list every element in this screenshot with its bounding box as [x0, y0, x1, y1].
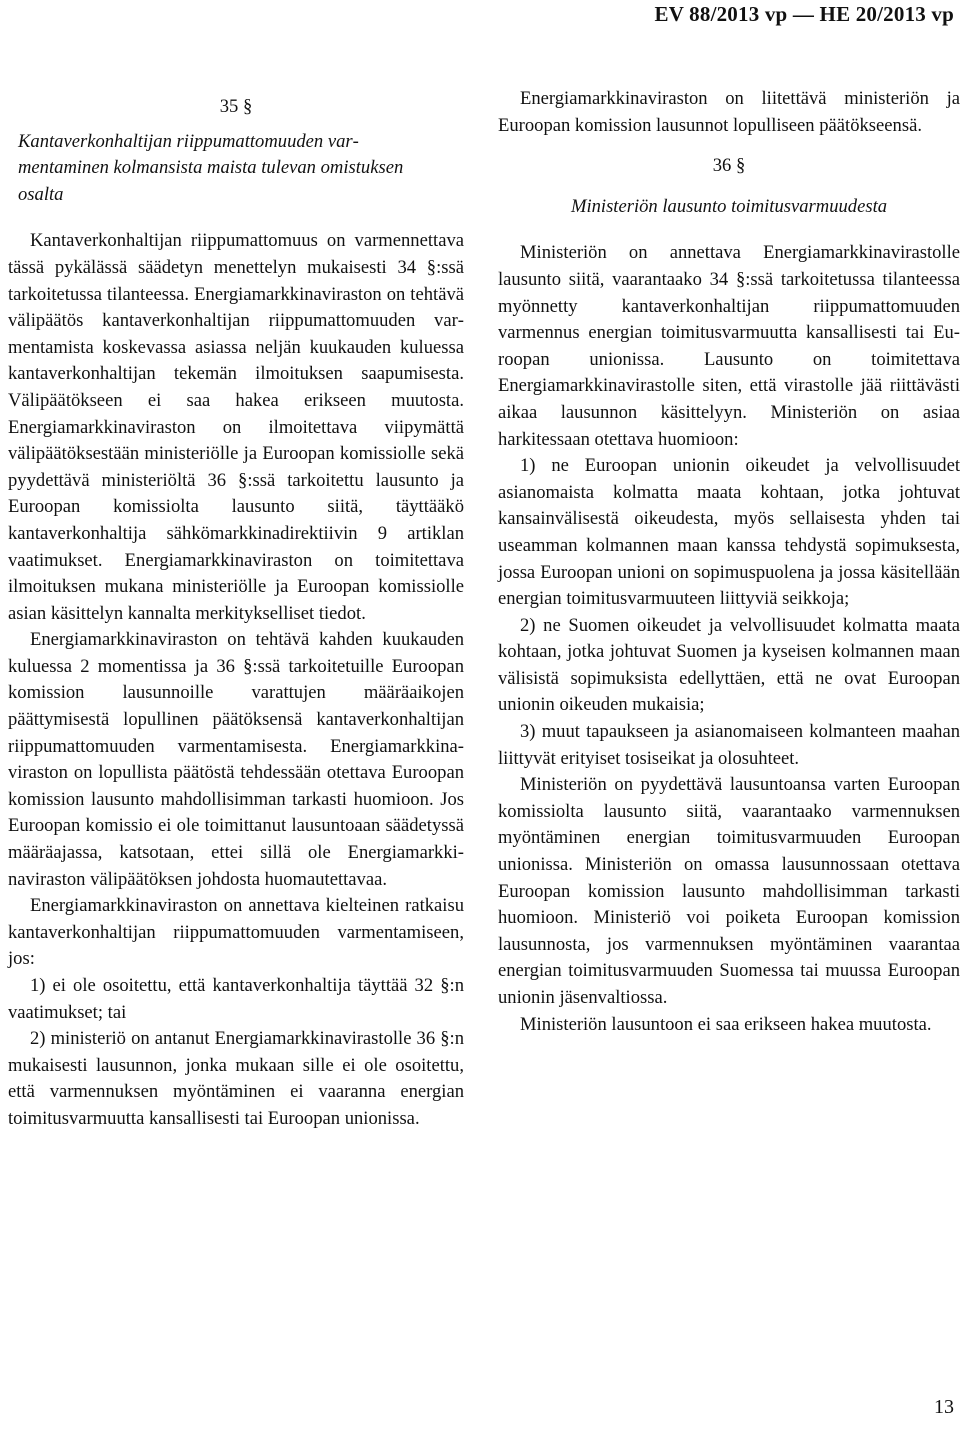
paragraph: Ministeriön on pyydettävä lausuntoansa varten Euroopan komissiolta lausunto siitä, vaarantaako varmennuksen myöntäminen energian toimitusvarmuuden Euroopan unionissa. Ministeriön on omassa lausunnossaan otettava Euroopan komission lausunto mahdollisimman tarkasti huomioon. Ministeriö voi poiketa Euroopan komission lausunnosta, jos varmennuksen myöntäminen vaarantaa energian toimitusvarmuuden Suomessa tai muussa Euroopan unionin jäsenvaltiossa. — [498, 774, 960, 1008]
paragraph: Energiamarkkinaviraston on annettava kielteinen ratkaisu kantaverkonhaltijan riippumattomuuden varmentamiseen, jos: — [8, 895, 464, 970]
page-number: 13 — [934, 1396, 954, 1418]
running-head: EV 88/2013 vp — HE 20/2013 vp — [654, 2, 954, 26]
list-item: 2) ministeriö on antanut Energiamarkkinavirastolle 36 §:n mukaisesti lausunnon, jonka mukaan sille ei ole osoitettu, että varmennuksen myöntäminen ei vaaranna energian toimitusvarmuutta kansallisesti tai Euroopan unionissa. — [8, 1028, 464, 1129]
paragraph: Ministeriön on annettava Energiamarkkinavirastolle lausunto siitä, vaarantaako 34 §:ssä tarkoitetussa tilanteessa myönnetty kantaverkonhaltijan riippumattomuuden varmennus energian toimitusvarmuutta kansallisesti tai Euroopan unionissa. Lausunto on toimitettava Energiamarkkinavirastolle siten, että virastolle jää riittävästi aikaa lausunnon käsittelyyn. Ministeriön on asiaa harkitessaan otettava huomioon: — [498, 242, 960, 450]
paragraph: Ministeriön lausuntoon ei saa erikseen hakea muutosta. — [520, 1013, 932, 1035]
paragraph: Energiamarkkinaviraston on tehtävä kahden kuukauden kuluessa 2 momentissa ja 36 §:ssä tarkoitetuille Euroopan komission lausunnoille varattujen määräaikojen päättymisestä lopullinen päätöksensä kantaverkonhaltijan riippumattomuuden varmentamisesta. Energiamarkkinaviraston on lopullista päätöstä tehdessään otettava Euroopan komission lausunto mahdollisimman tarkasti huomioon. Jos Euroopan komissio ei ole toimittanut lausuntoaan säädetyssä määräajassa, katsotaan, ettei sillä ole Energiamarkkinaviraston välipäätöksen johdosta huomautettavaa. — [8, 629, 464, 890]
right-column — [498, 86, 960, 1038]
section-title-35: Kantaverkonhaltijan riippumattomuuden varmentaminen kolmansista maista tulevan omistuksen osalta — [18, 130, 404, 205]
list-item: 3) muut tapaukseen ja asianomaiseen kolmanteen maahan liittyvät erityiset tosiseikat ja olosuhteet. — [498, 721, 960, 769]
section-number-35: 35 § — [219, 96, 253, 117]
list-item: 2) ne Suomen oikeudet ja velvollisuudet kolmatta maata kohtaan, jotka johtuvat Suomen ja kyseisen kolmannen maan välisistä sopimuksista edellyttäen, että ne ovat Euroopan unionin oikeuden mukaisia; — [498, 614, 960, 716]
section-title-36: Ministeriön lausunto toimitusvarmuudesta — [570, 195, 888, 217]
paragraph: Kantaverkonhaltijan riippumattomuus on varmennettava tässä pykälässä säädetyn menettelyn mukaisesti 34 §:ssä tarkoitetussa tilanteessa. Energiamarkkinaviraston on tehtävä välipäätös kantaverkonhaltijan riippumattomuuden varmentamista koskevassa asiassa neljän kuukauden kuluessa kantaverkonhaltijan tekemän ilmoituksen saapumisesta. Välipäätökseen ei saa hakea erikseen muutosta. Energiamarkkinaviraston on ilmoitettava viipymättä välipäätöksestään ministeriölle ja Euroopan komissiolle sekä pyydettävä ministeriöltä 36 §:ssä tarkoitettu lausunto ja Euroopan komissiolta lausunto siitä, täyttääkö kantaverkonhaltija sähkömarkkinadirektiivin 9 artiklan vaatimukset. Energiamarkkinaviraston on toimitettava ilmoituksen mukana ministeriölle ja Euroopan komissiolle asian käsittelyn kannalta merkitykselliset tiedot. — [8, 230, 464, 624]
paragraph: Energiamarkkinaviraston on liitettävä ministeriön ja Euroopan komission lausunnot lopulliseen päätökseensä. — [498, 88, 960, 136]
list-item: 1) ne Euroopan unionin oikeudet ja velvollisuudet asianomaista kolmatta maata kohtaan, jotka johtuvat kansainvälisestä oikeudesta, myös sellaisesta yhden tai useamman kolmannen maan kanssa tehdystä sopimuksesta, jossa Euroopan unioni on sopimuspuolena ja jossa käsitellään energian toimitusvarmuuteen liittyviä seikkoja; — [498, 455, 960, 610]
section-number-36: 36 § — [712, 155, 746, 177]
list-item: 1) ei ole osoitettu, että kantaverkonhaltija täyttää 32 §:n vaatimukset; tai — [8, 975, 464, 1023]
left-column — [8, 86, 464, 1133]
